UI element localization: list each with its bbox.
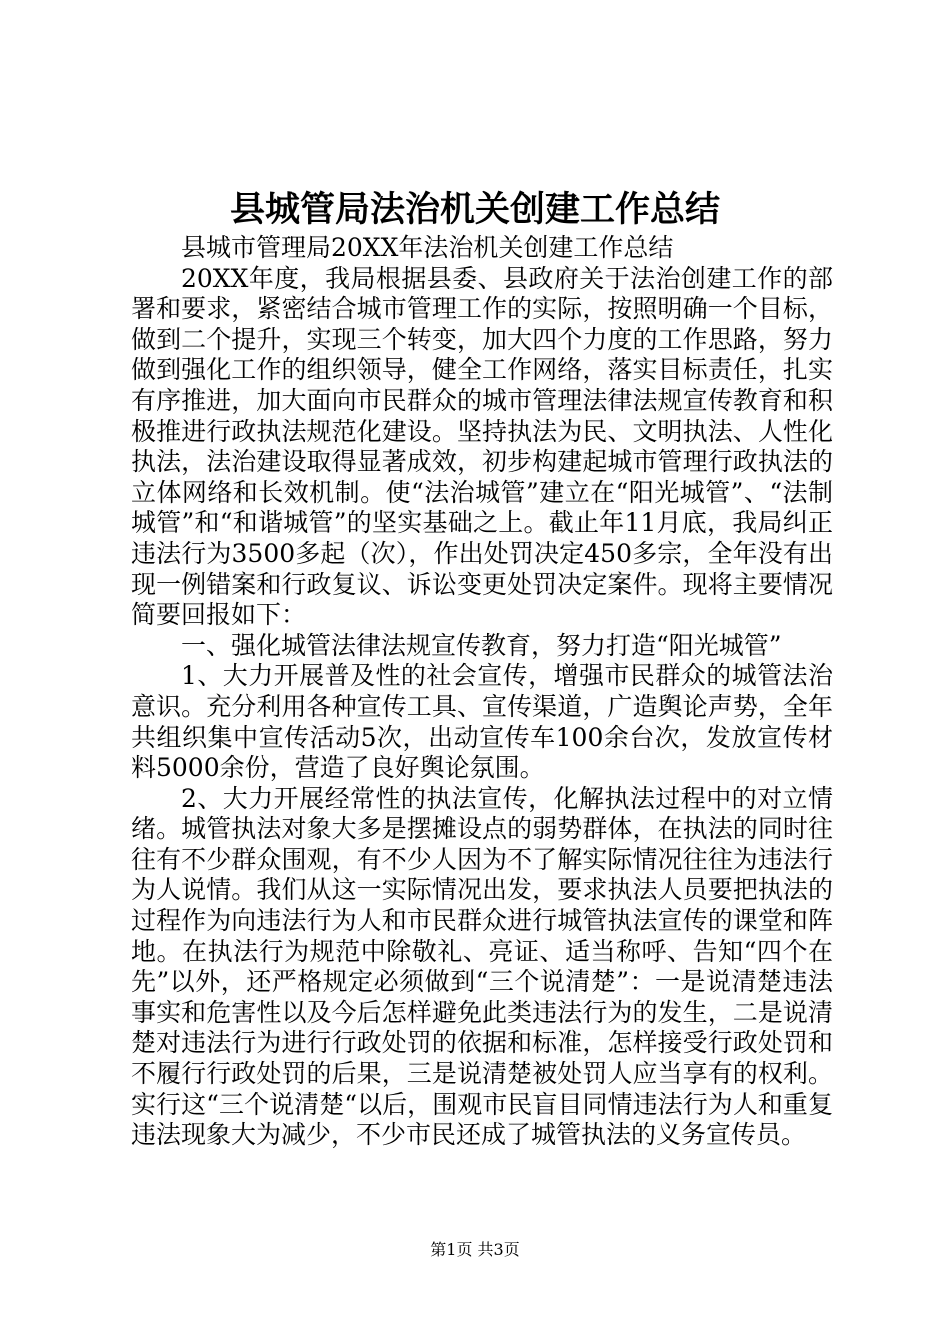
section-heading-1: 一、强化城管法律法规宣传教育，努力打造“阳光城管” [181,630,782,660]
document-body [131,233,833,1151]
page-footer: 第1页 共3页 [430,1240,520,1259]
document-title: 县城管局法治机关创建工作总结 [229,189,720,230]
paragraph-item-2: 2、大力开展经常性的执法宣传，化解执法过程中的对立情绪。城管执法对象大多是摆摊设点的弱势群体，在执法的同时往往有不少群众围观，有不少人因为不了解实际情况往往为违法行为人说情。我们从这一实际情况出发，要求执法人员要把执法的过程作为向违法行为人和市民群众进行城管执法宣传的课堂和阵地。在执法行为规范中除敬礼、亮证、适当称呼、告知“四个在先”以外，还严格规定必须做到“三个说清楚”：一是说清楚违法事实和危害性以及今后怎样避免此类违法行为的发生，二是说清楚对违法行为进行行政处罚的依据和标准，怎样接受行政处罚和不履行行政处罚的后果，三是说清楚被处罚人应当享有的权利。实行这“三个说清楚“以后，围观市民盲目同情违法行为人和重复违法现象大为减少，不少市民还成了城管执法的义务宣传员。 [131,783,833,1150]
paragraph-intro: 20XX年度，我局根据县委、县政府关于法治创建工作的部署和要求，紧密结合城市管理工作的实际，按照明确一个目标，做到二个提升，实现三个转变，加大四个力度的工作思路，努力做到强化工作的组织领导，健全工作网络，落实目标责任，扎实有序推进，加大面向市民群众的城市管理法律法规宣传教育和积极推进行政执法规范化建设。坚持执法为民、文明执法、人性化执法，法治建设取得显著成效，初步构建起城市管理行政执法的立体网络和长效机制。使“法治城管”建立在“阳光城管”、“法制城管”和“和谐城管”的坚实基础之上。截止年11月底，我局纠正违法行为3500多起（次），作出处罚决定450多宗，全年没有出现一例错案和行政复议、诉讼变更处罚决定案件。现将主要情况简要回报如下： [131,263,833,630]
paragraph-item-1: 1、大力开展普及性的社会宣传，增强市民群众的城管法治意识。充分利用各种宣传工具、宣传渠道，广造舆论声势，全年共组织集中宣传活动5次，出动宣传车100余台次，发放宣传材料5000余份，营造了良好舆论氛围。 [131,661,833,783]
paragraph-subtitle: 县城市管理局20XX年法治机关创建工作总结 [181,233,674,262]
